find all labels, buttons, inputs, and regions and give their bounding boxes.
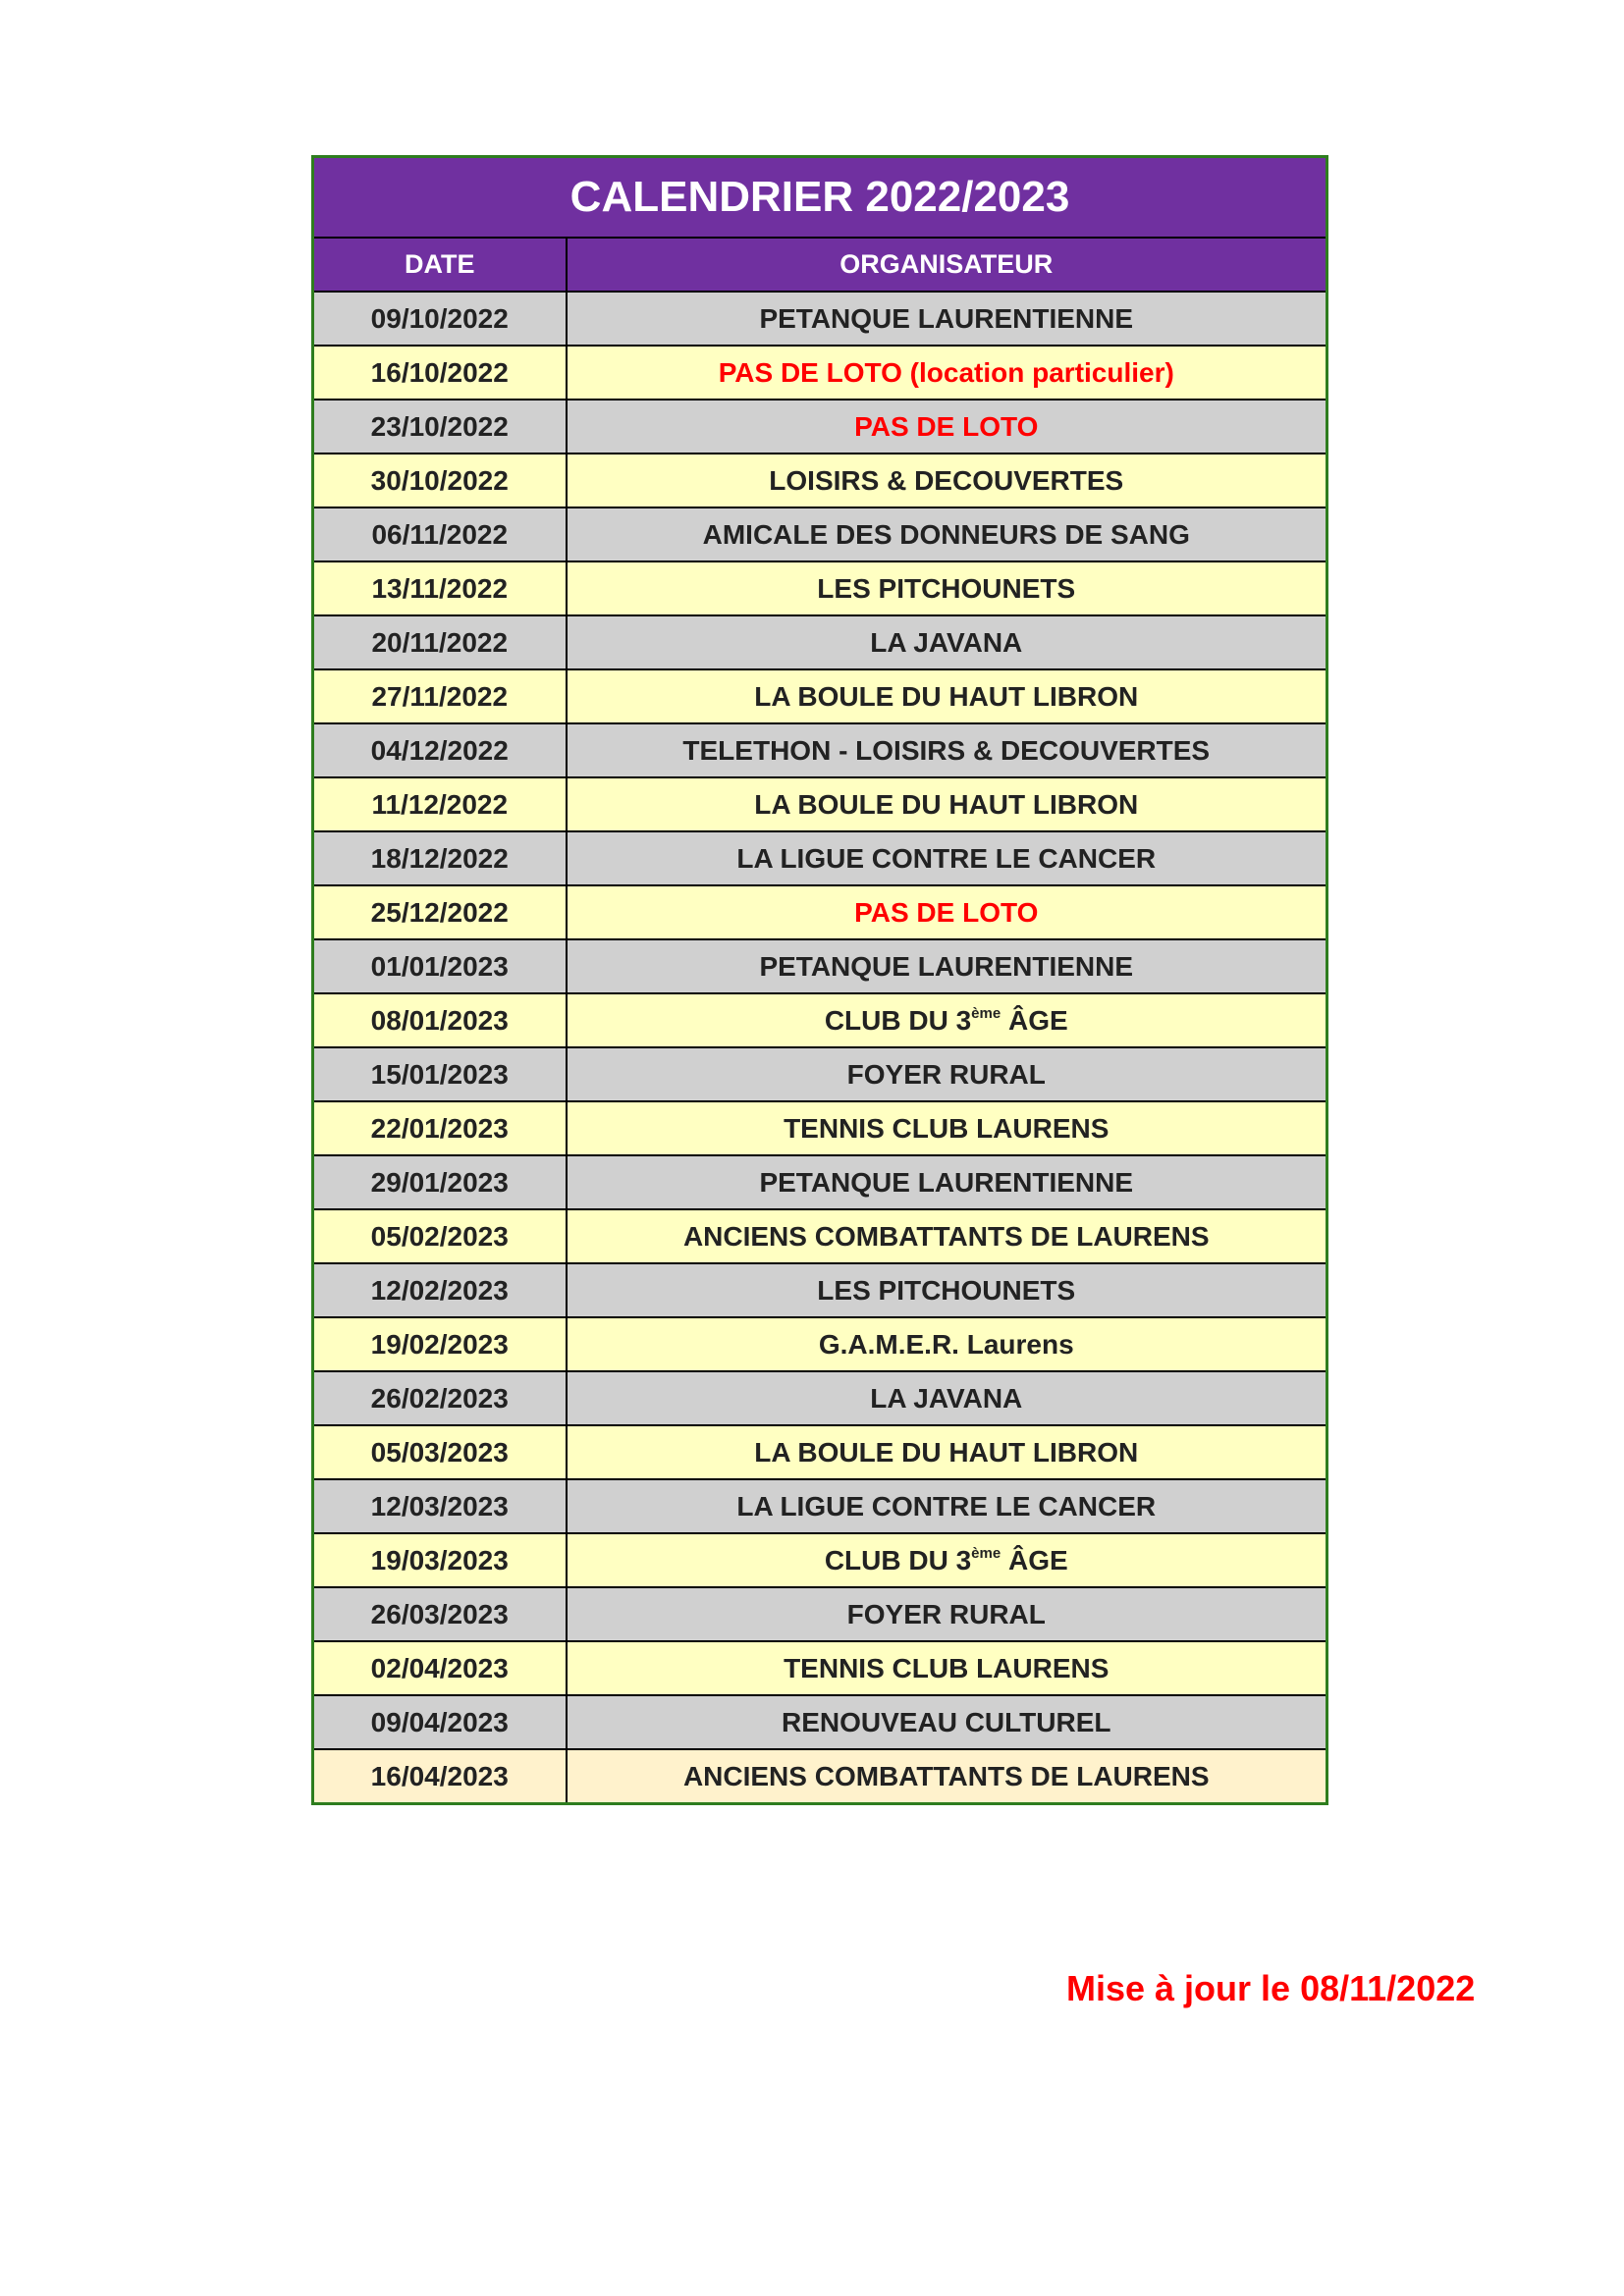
table-row [313, 1425, 1327, 1479]
date-cell: 09/04/2023 [313, 1695, 567, 1749]
date-cell: 26/02/2023 [313, 1371, 567, 1425]
organizer-cell [567, 1749, 1327, 1804]
date-cell: 30/10/2022 [313, 454, 567, 507]
table-row [313, 454, 1327, 507]
organizer-cell [567, 292, 1327, 346]
organizer-text: LES PITCHOUNETS [817, 572, 1076, 604]
date-cell: 18/12/2022 [313, 831, 567, 885]
table-row [313, 1641, 1327, 1695]
table-row [313, 400, 1327, 454]
date-cell: 13/11/2022 [313, 561, 567, 615]
organizer-cell [567, 1047, 1327, 1101]
date-cell: 25/12/2022 [313, 885, 567, 939]
table-row [313, 507, 1327, 561]
organizer-text: FOYER RURAL [846, 1058, 1046, 1090]
organizer-superscript: ème [971, 1004, 1001, 1022]
table-row [313, 1047, 1327, 1101]
organizer-cell [567, 561, 1327, 615]
table-row [313, 292, 1327, 346]
organizer-cell [567, 454, 1327, 507]
organizer-cell [567, 1317, 1327, 1371]
update-note: Mise à jour le 08/11/2022 [1066, 1968, 1476, 2008]
table-row [313, 1479, 1327, 1533]
date-cell: 02/04/2023 [313, 1641, 567, 1695]
organizer-text: LA BOULE DU HAUT LIBRON [754, 680, 1139, 712]
date-cell: 01/01/2023 [313, 939, 567, 993]
date-cell: 09/10/2022 [313, 292, 567, 346]
date-cell: 29/01/2023 [313, 1155, 567, 1209]
date-cell: 19/02/2023 [313, 1317, 567, 1371]
organizer-text: LOISIRS & DECOUVERTES [769, 464, 1124, 496]
organizer-cell [567, 939, 1327, 993]
organizer-cell [567, 346, 1327, 400]
table-row [313, 615, 1327, 669]
organizer-cell [567, 1209, 1327, 1263]
organizer-text: CLUB DU 3 [824, 1004, 972, 1036]
date-cell: 15/01/2023 [313, 1047, 567, 1101]
organizer-text: AMICALE DES DONNEURS DE SANG [702, 518, 1190, 550]
date-cell: 05/02/2023 [313, 1209, 567, 1263]
calendar-body [313, 292, 1327, 1804]
table-row [313, 1533, 1327, 1587]
date-cell: 16/04/2023 [313, 1749, 567, 1804]
organizer-text: PETANQUE LAURENTIENNE [759, 950, 1134, 982]
organizer-text: LES PITCHOUNETS [817, 1274, 1076, 1306]
organizer-cell [567, 669, 1327, 723]
organizer-cell [567, 400, 1327, 454]
date-cell: 08/01/2023 [313, 993, 567, 1047]
organizer-text: LA JAVANA [870, 1382, 1023, 1414]
organizer-text: ANCIENS COMBATTANTS DE LAURENS [682, 1760, 1210, 1791]
date-cell: 16/10/2022 [313, 346, 567, 400]
organizer-text: PETANQUE LAURENTIENNE [759, 302, 1134, 334]
organizer-text: G.A.M.E.R. Laurens [818, 1328, 1074, 1360]
date-cell: 26/03/2023 [313, 1587, 567, 1641]
organizer-cell [567, 723, 1327, 777]
organizer-text: PETANQUE LAURENTIENNE [759, 1166, 1134, 1198]
organizer-text: TELETHON - LOISIRS & DECOUVERTES [682, 734, 1211, 766]
column-header-row [313, 238, 1327, 292]
organizer-cell [567, 1425, 1327, 1479]
table-title: CALENDRIER 2022/2023 [313, 157, 1327, 239]
organizer-cell [567, 1641, 1327, 1695]
organizer-cell [567, 1101, 1327, 1155]
organizer-text: TENNIS CLUB LAURENS [784, 1112, 1110, 1144]
date-cell: 05/03/2023 [313, 1425, 567, 1479]
table-row [313, 939, 1327, 993]
table-row [313, 1101, 1327, 1155]
calendar-table [311, 155, 1328, 1805]
table-row [313, 993, 1327, 1047]
organizer-text: LA BOULE DU HAUT LIBRON [754, 788, 1139, 820]
organizer-text: LA BOULE DU HAUT LIBRON [754, 1436, 1139, 1468]
organizer-suffix: ÂGE [1001, 1544, 1068, 1575]
organizer-cell [567, 1479, 1327, 1533]
table-row [313, 346, 1327, 400]
organizer-cell [567, 615, 1327, 669]
organizer-column-header: ORGANISATEUR [567, 238, 1327, 292]
organizer-cell [567, 1587, 1327, 1641]
organizer-cell [567, 885, 1327, 939]
organizer-superscript: ème [971, 1544, 1001, 1562]
table-row [313, 1749, 1327, 1804]
organizer-text: PAS DE LOTO [854, 896, 1039, 928]
date-cell: 06/11/2022 [313, 507, 567, 561]
table-row [313, 1317, 1327, 1371]
organizer-cell [567, 1695, 1327, 1749]
organizer-text: LA JAVANA [870, 626, 1023, 658]
table-row [313, 777, 1327, 831]
table-row [313, 1695, 1327, 1749]
date-cell: 12/03/2023 [313, 1479, 567, 1533]
organizer-text: LA LIGUE CONTRE LE CANCER [736, 842, 1157, 874]
organizer-cell [567, 1263, 1327, 1317]
organizer-cell [567, 1155, 1327, 1209]
date-cell: 11/12/2022 [313, 777, 567, 831]
organizer-text: TENNIS CLUB LAURENS [784, 1652, 1110, 1683]
organizer-cell [567, 831, 1327, 885]
table-row [313, 669, 1327, 723]
table-row [313, 1155, 1327, 1209]
table-row [313, 885, 1327, 939]
organizer-text: PAS DE LOTO (location particulier) [718, 356, 1174, 388]
table-row [313, 561, 1327, 615]
table-row [313, 1371, 1327, 1425]
organizer-suffix: ÂGE [1001, 1004, 1068, 1036]
organizer-cell [567, 1533, 1327, 1587]
date-column-header: DATE [313, 238, 567, 292]
date-cell: 12/02/2023 [313, 1263, 567, 1317]
table-row [313, 723, 1327, 777]
date-cell: 19/03/2023 [313, 1533, 567, 1587]
title-row [313, 157, 1327, 239]
date-cell: 20/11/2022 [313, 615, 567, 669]
date-cell: 23/10/2022 [313, 400, 567, 454]
date-cell: 22/01/2023 [313, 1101, 567, 1155]
table-row [313, 1209, 1327, 1263]
organizer-text: PAS DE LOTO [854, 410, 1039, 442]
organizer-text: CLUB DU 3 [824, 1544, 972, 1575]
organizer-cell [567, 777, 1327, 831]
date-cell: 27/11/2022 [313, 669, 567, 723]
table-row [313, 1263, 1327, 1317]
table-row [313, 1587, 1327, 1641]
organizer-cell [567, 507, 1327, 561]
organizer-cell [567, 993, 1327, 1047]
organizer-text: ANCIENS COMBATTANTS DE LAURENS [682, 1220, 1210, 1252]
organizer-text: FOYER RURAL [846, 1598, 1046, 1629]
organizer-cell [567, 1371, 1327, 1425]
organizer-text: RENOUVEAU CULTUREL [782, 1706, 1111, 1737]
table-row [313, 831, 1327, 885]
organizer-text: LA LIGUE CONTRE LE CANCER [736, 1490, 1157, 1522]
date-cell: 04/12/2022 [313, 723, 567, 777]
